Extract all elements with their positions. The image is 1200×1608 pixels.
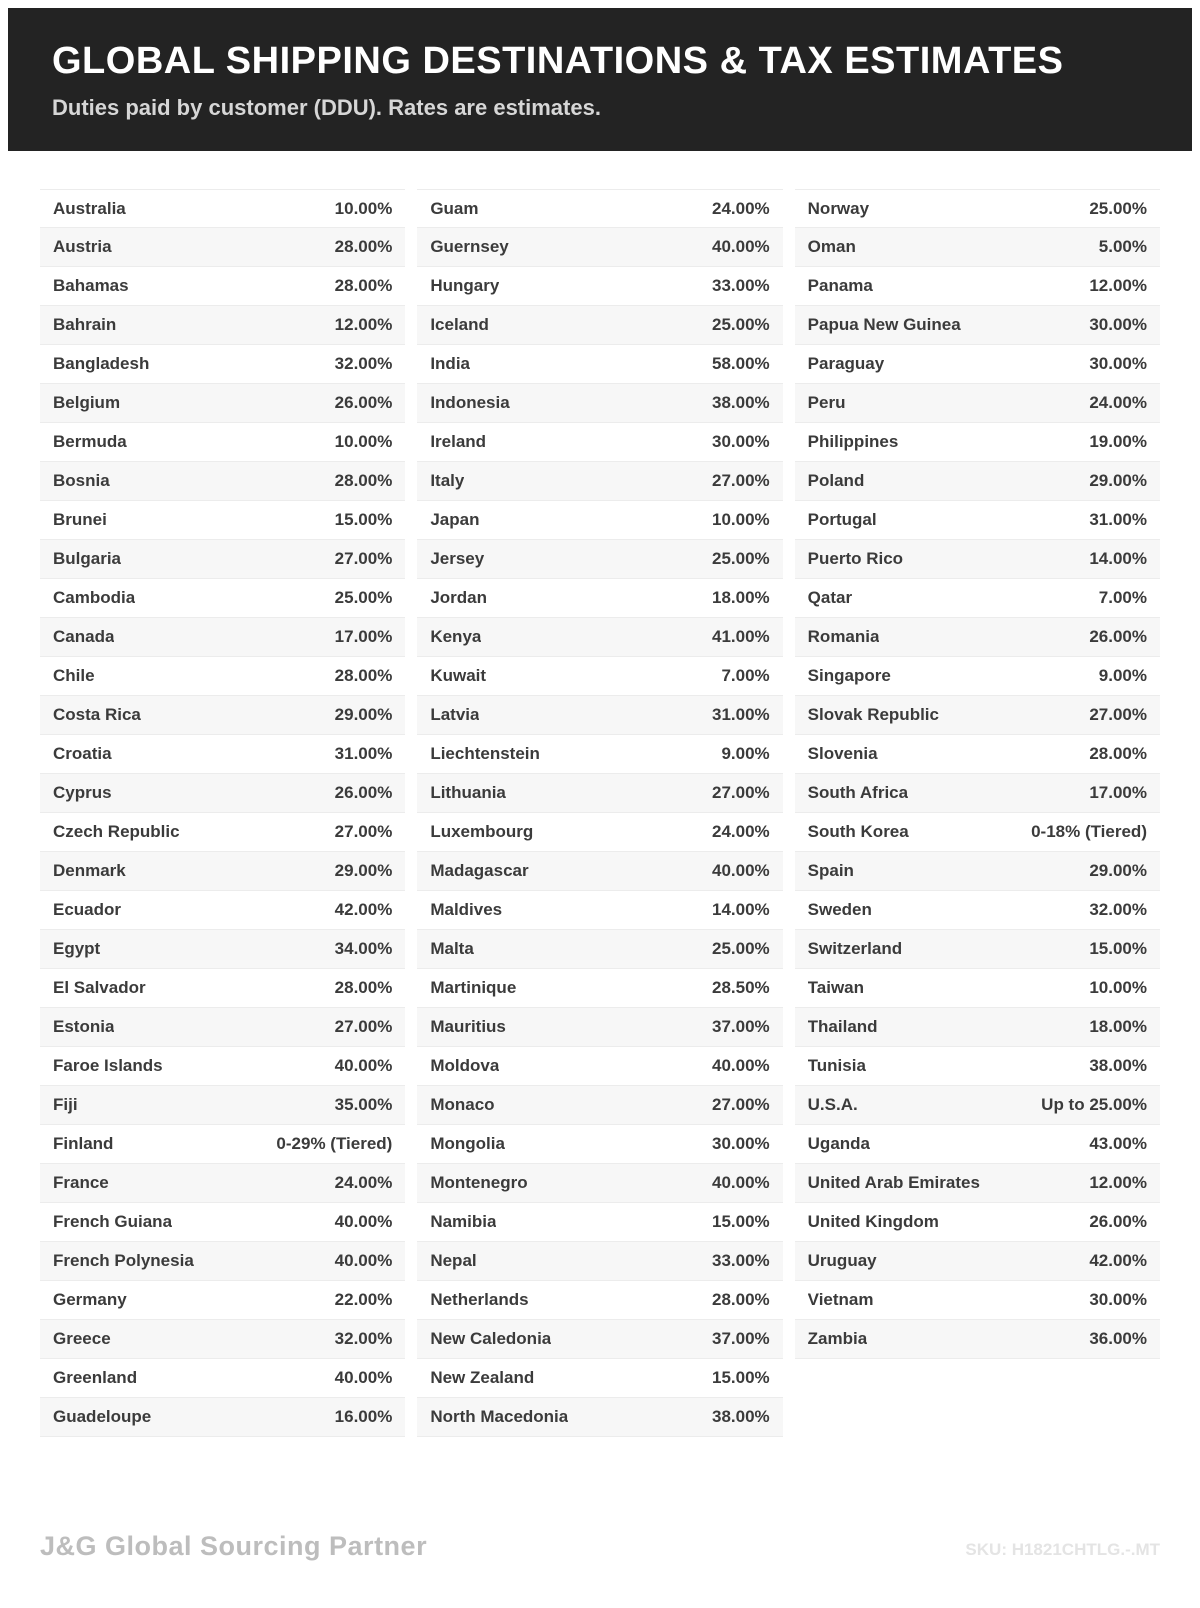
tax-rate: 28.00% [1089,744,1147,763]
country-name: Puerto Rico [807,549,904,568]
country-name: Namibia [430,1212,497,1231]
tax-rate: 28.00% [334,471,393,490]
rate-row [40,501,405,540]
rate-row [417,735,782,774]
country-name: Fiji [53,1095,78,1114]
tax-rate: 30.00% [711,432,770,451]
country-name: Netherlands [430,1290,529,1309]
rate-row [40,735,405,774]
rate-row [40,618,405,657]
country-name: Finland [53,1134,114,1153]
tax-rate: 16.00% [334,1407,393,1426]
rate-row [40,462,405,501]
country-name: Paraguay [807,354,885,373]
rate-row [417,345,782,384]
rate-row [40,1125,405,1164]
rate-row [795,1164,1160,1203]
rate-row [417,228,782,267]
country-name: Panama [807,276,873,295]
tax-rate: 10.00% [334,198,393,218]
tax-rate: 40.00% [711,1056,770,1075]
tax-rate: 25.00% [711,315,770,334]
country-name: Czech Republic [53,822,180,841]
country-name: Madagascar [430,861,529,880]
rate-row [40,852,405,891]
country-name: South Africa [807,783,909,802]
country-name: Jordan [430,588,488,607]
tax-rate: 42.00% [1089,1251,1147,1270]
rate-row [417,1281,782,1320]
tax-rate: 37.00% [711,1017,770,1036]
country-name: Uruguay [807,1251,877,1270]
tax-rate: 29.00% [334,705,393,724]
country-name: United Arab Emirates [807,1173,980,1192]
tax-rate: 40.00% [711,861,770,880]
tax-rate: 0-29% (Tiered) [276,1134,393,1153]
rate-row [795,696,1160,735]
tax-rate: 28.00% [334,978,393,997]
tax-rate: 17.00% [334,627,393,646]
tax-rate: 15.00% [334,510,393,529]
rate-row [417,1359,782,1398]
tax-rate: 18.00% [711,588,770,607]
country-name: Nepal [430,1251,477,1270]
tax-rate: 10.00% [1089,978,1147,997]
rate-row [40,1242,405,1281]
rate-row [417,501,782,540]
country-name: Uganda [807,1134,870,1153]
rate-row [795,1203,1160,1242]
tax-rate: 27.00% [334,1017,393,1036]
tax-rate: 26.00% [334,783,393,802]
rate-row [40,579,405,618]
rate-row [40,1086,405,1125]
tax-rate: Up to 25.00% [1041,1095,1147,1114]
rate-row [40,540,405,579]
tax-rate: 38.00% [711,393,770,412]
rate-row [795,891,1160,930]
tax-rate: 33.00% [711,276,770,295]
tax-rate: 40.00% [334,1251,393,1270]
rate-row [795,774,1160,813]
tax-rate: 10.00% [711,510,770,529]
country-name: United Kingdom [807,1212,939,1231]
brand-name: J&G Global Sourcing Partner [40,1531,428,1561]
tax-rate: 29.00% [334,861,393,880]
country-name: Norway [807,198,870,218]
country-name: Egypt [53,939,101,958]
country-name: Portugal [807,510,877,529]
rate-row [417,1320,782,1359]
country-name: Spain [807,861,854,880]
tax-rate: 32.00% [1089,900,1147,919]
rate-row [40,969,405,1008]
rate-row [417,618,782,657]
rate-row [417,306,782,345]
country-name: Malta [430,939,474,958]
country-name: Zambia [807,1329,868,1348]
country-name: Qatar [807,588,853,607]
rate-row [417,540,782,579]
country-name: Tunisia [807,1056,866,1075]
rate-row [795,1320,1160,1359]
rate-row [40,891,405,930]
tax-rate: 28.50% [711,978,770,997]
rate-row [795,1281,1160,1320]
rate-row [795,267,1160,306]
country-name: Kuwait [430,666,487,685]
rate-row [795,618,1160,657]
country-name: Iceland [430,315,489,334]
rate-row [40,306,405,345]
country-name: Kenya [430,627,482,646]
tax-rate: 43.00% [1089,1134,1147,1153]
tax-rate: 40.00% [334,1368,393,1387]
tax-rate: 25.00% [334,588,393,607]
country-name: Martinique [430,978,517,997]
country-name: Mauritius [430,1017,506,1036]
country-name: Hungary [430,276,500,295]
country-name: France [53,1173,109,1192]
tax-rate: 19.00% [1089,432,1147,451]
tax-rate: 35.00% [334,1095,393,1114]
country-name: Lithuania [430,783,506,802]
rate-row [40,1320,405,1359]
rate-row [795,1125,1160,1164]
rate-row [417,267,782,306]
country-name: South Korea [807,822,909,841]
tax-rate: 29.00% [1089,861,1147,880]
country-name: Maldives [430,900,503,919]
rate-row [40,228,405,267]
rate-row [417,1242,782,1281]
rate-row [417,969,782,1008]
country-name: Liechtenstein [430,744,540,763]
country-name: Guam [430,198,479,218]
tax-rate: 32.00% [334,354,393,373]
rate-row [795,579,1160,618]
tax-rate: 27.00% [711,1095,770,1114]
tax-rate: 26.00% [1089,1212,1147,1231]
country-name: Faroe Islands [53,1056,163,1075]
rate-row [417,1008,782,1047]
tax-rate: 28.00% [334,666,393,685]
tax-rate: 7.00% [721,666,770,685]
tax-rate: 58.00% [711,354,770,373]
rate-row [40,813,405,852]
rates-column-1 [40,189,405,1437]
country-name: Cyprus [53,783,112,802]
country-name: Monaco [430,1095,495,1114]
tax-rate: 30.00% [711,1134,770,1153]
country-name: Bermuda [53,432,127,451]
country-name: Germany [53,1290,127,1309]
country-name: Denmark [53,861,126,880]
rate-row [795,384,1160,423]
tax-rate: 27.00% [334,822,393,841]
rate-row [40,384,405,423]
rate-row [40,1359,405,1398]
shipping-tax-poster [0,8,1200,1608]
country-name: Austria [53,237,112,256]
country-name: North Macedonia [430,1407,569,1426]
country-name: Switzerland [807,939,903,958]
rate-row [795,189,1160,228]
rate-row [795,345,1160,384]
rate-row [40,345,405,384]
tax-rate: 25.00% [1089,198,1147,218]
tax-rate: 9.00% [1098,666,1147,685]
country-name: Greenland [53,1368,138,1387]
tax-rate: 26.00% [1089,627,1147,646]
tax-rate: 15.00% [711,1212,770,1231]
country-name: Ireland [430,432,487,451]
rate-row [795,813,1160,852]
rate-row [417,774,782,813]
rate-row [40,1047,405,1086]
country-name: Bahrain [53,315,117,334]
rates-column-2 [417,189,782,1437]
country-name: Montenegro [430,1173,528,1192]
rate-row [417,1047,782,1086]
tax-rate: 14.00% [1089,549,1147,568]
country-name: India [430,354,470,373]
rate-row [417,423,782,462]
rate-row [417,1164,782,1203]
country-name: Bulgaria [53,549,122,568]
country-name: French Guiana [53,1212,173,1231]
tax-rate: 24.00% [1089,393,1147,412]
tax-rate: 14.00% [711,900,770,919]
country-name: Bangladesh [53,354,150,373]
tax-rate: 28.00% [334,237,393,256]
country-name: Cambodia [53,588,136,607]
country-name: French Polynesia [53,1251,194,1270]
tax-rate: 10.00% [334,432,393,451]
rate-row [795,1008,1160,1047]
country-name: Singapore [807,666,891,685]
country-name: Philippines [807,432,899,451]
tax-rate: 12.00% [334,315,393,334]
tax-rate: 5.00% [1098,237,1147,256]
country-name: Canada [53,627,115,646]
tax-rate: 18.00% [1089,1017,1147,1036]
tax-rate: 32.00% [334,1329,393,1348]
tax-rate: 40.00% [334,1056,393,1075]
tax-rate: 22.00% [334,1290,393,1309]
rate-row [417,384,782,423]
country-name: Chile [53,666,95,685]
country-name: New Zealand [430,1368,535,1387]
tax-rate: 15.00% [1089,939,1147,958]
country-name: Sweden [807,900,872,919]
rate-row [417,657,782,696]
rate-row [40,423,405,462]
tax-rate: 31.00% [1089,510,1147,529]
tax-rate: 12.00% [1089,276,1147,295]
tax-rate: 36.00% [1089,1329,1147,1348]
tax-rate: 15.00% [711,1368,770,1387]
country-name: Oman [807,237,856,256]
tax-rate: 25.00% [711,939,770,958]
country-name: Poland [807,471,865,490]
tax-rate: 17.00% [1089,783,1147,802]
tax-rate: 27.00% [334,549,393,568]
rate-row [40,189,405,228]
tax-rate: 38.00% [1089,1056,1147,1075]
rate-row [795,423,1160,462]
rate-row [795,228,1160,267]
rate-row [417,891,782,930]
country-name: U.S.A. [807,1095,858,1114]
rate-row [795,306,1160,345]
rate-row [417,1398,782,1437]
rate-row [795,1242,1160,1281]
tax-rate: 24.00% [711,822,770,841]
tax-rate: 26.00% [334,393,393,412]
rate-row [417,1125,782,1164]
rate-row [417,1086,782,1125]
country-name: Greece [53,1329,111,1348]
rate-row [417,696,782,735]
country-name: Romania [807,627,880,646]
rate-row [417,189,782,228]
rate-row [40,930,405,969]
tax-rate: 41.00% [711,627,770,646]
rate-row [795,735,1160,774]
tax-rate: 31.00% [711,705,770,724]
rate-row [40,1203,405,1242]
country-name: Bosnia [53,471,110,490]
country-name: New Caledonia [430,1329,552,1348]
tax-rate: 40.00% [711,237,770,256]
country-name: Slovak Republic [807,705,939,724]
tax-rate: 7.00% [1098,588,1147,607]
country-name: Mongolia [430,1134,505,1153]
footer [40,1531,1160,1562]
page-title: GLOBAL SHIPPING DESTINATIONS & TAX ESTIMATES [52,40,1064,82]
country-name: Papua New Guinea [807,315,961,334]
country-name: Japan [430,510,480,529]
rate-row [795,1047,1160,1086]
rate-row [40,267,405,306]
country-name: Latvia [430,705,480,724]
rate-row [795,540,1160,579]
tax-rate: 29.00% [1089,471,1147,490]
country-name: Australia [53,198,126,218]
country-name: Peru [807,393,846,412]
rate-row [417,1203,782,1242]
tax-rate: 12.00% [1089,1173,1147,1192]
country-name: Estonia [53,1017,115,1036]
rate-row [40,1398,405,1437]
tax-rate: 30.00% [1089,1290,1147,1309]
rate-row [795,501,1160,540]
country-name: Croatia [53,744,112,763]
tax-rate: 24.00% [711,198,770,218]
country-name: Luxembourg [430,822,534,841]
rate-row [795,969,1160,1008]
tax-rate: 9.00% [721,744,770,763]
rate-row [417,930,782,969]
country-name: Jersey [430,549,485,568]
rate-row [795,657,1160,696]
tax-rate: 0-18% (Tiered) [1031,822,1147,841]
page-subtitle: Duties paid by customer (DDU). Rates are estimates. [52,95,601,120]
country-name: Taiwan [807,978,865,997]
rate-row [795,462,1160,501]
tax-rate: 30.00% [1089,354,1147,373]
country-name: Moldova [430,1056,500,1075]
tax-rate: 27.00% [711,471,770,490]
rates-column-3 [795,189,1160,1359]
tax-rate: 40.00% [334,1212,393,1231]
header-banner [8,8,1192,151]
country-name: Vietnam [807,1290,874,1309]
rate-row [795,852,1160,891]
country-name: Belgium [53,393,121,412]
rate-row [40,774,405,813]
tax-rate: 33.00% [711,1251,770,1270]
country-name: Guernsey [430,237,509,256]
tax-rate: 42.00% [334,900,393,919]
country-name: Brunei [53,510,107,529]
rates-grid [40,189,1160,1437]
tax-rate: 30.00% [1089,315,1147,334]
tax-rate: 25.00% [711,549,770,568]
rate-row [795,930,1160,969]
rate-row [40,696,405,735]
tax-rate: 37.00% [711,1329,770,1348]
rate-row [40,657,405,696]
rate-row [417,852,782,891]
country-name: Costa Rica [53,705,141,724]
rate-row [417,579,782,618]
country-name: Ecuador [53,900,122,919]
country-name: Slovenia [807,744,878,763]
rate-row [417,813,782,852]
rate-row [40,1281,405,1320]
tax-rate: 40.00% [711,1173,770,1192]
country-name: Guadeloupe [53,1407,152,1426]
tax-rate: 31.00% [334,744,393,763]
country-name: Thailand [807,1017,878,1036]
sku-label: SKU: H1821CHTLG.-.MT [965,1540,1160,1559]
country-name: El Salvador [53,978,146,997]
tax-rate: 28.00% [334,276,393,295]
country-name: Bahamas [53,276,129,295]
rate-row [40,1008,405,1047]
tax-rate: 24.00% [334,1173,393,1192]
rate-row [417,462,782,501]
tax-rate: 28.00% [711,1290,770,1309]
tax-rate: 38.00% [711,1407,770,1426]
tax-rate: 27.00% [1089,705,1147,724]
rate-row [40,1164,405,1203]
rate-row [795,1086,1160,1125]
tax-rate: 27.00% [711,783,770,802]
country-name: Italy [430,471,465,490]
country-name: Indonesia [430,393,510,412]
tax-rate: 34.00% [334,939,393,958]
